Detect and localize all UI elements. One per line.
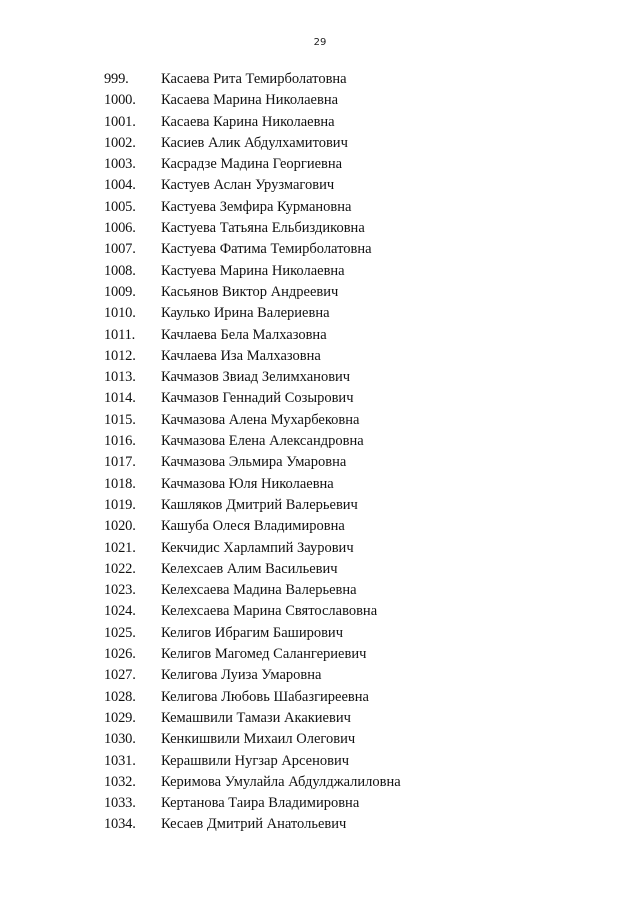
- entry-name: Каулько Ирина Валериевна: [161, 305, 330, 322]
- entry-number: 1009.: [104, 283, 136, 300]
- entry-name: Касаева Марина Николаевна: [161, 92, 339, 109]
- entry-number: 1032.: [104, 773, 136, 790]
- entry-name: Керашвили Нугзар Арсенович: [161, 752, 350, 769]
- page-number: 29: [313, 37, 327, 48]
- list-item: [0, 495, 640, 516]
- entry-number: 1025.: [104, 624, 136, 641]
- entry-name: Касиев Алик Абдулхамитович: [161, 134, 348, 151]
- entry-name: Качмазова Юля Николаевна: [161, 475, 334, 492]
- entry-name: Кекчидис Харлампий Заурович: [161, 539, 354, 556]
- list-item: [0, 729, 640, 750]
- entry-number: 1003.: [104, 156, 136, 173]
- list-item: [0, 708, 640, 729]
- entry-name: Качлаева Иза Малхазовна: [161, 347, 321, 364]
- list-item: [0, 197, 640, 218]
- entry-number: 999.: [104, 71, 129, 87]
- list-item: [0, 751, 640, 772]
- list-item: [0, 665, 640, 686]
- entry-number: 1029.: [104, 709, 136, 726]
- entry-name: Келигов Ибрагим Баширович: [161, 624, 343, 641]
- list-item: [0, 69, 640, 90]
- list-item: [0, 388, 640, 409]
- entry-name: Касрадзе Мадина Георгиевна: [161, 156, 343, 173]
- list-item: [0, 772, 640, 793]
- entry-number: 1019.: [104, 496, 136, 513]
- entry-name: Кенкишвили Михаил Олегович: [161, 731, 356, 748]
- entry-number: 1014.: [104, 390, 136, 407]
- entry-number: 1027.: [104, 667, 136, 684]
- entry-name: Кесаев Дмитрий Анатольевич: [161, 816, 347, 833]
- list-item: [0, 623, 640, 644]
- entry-name: Кашуба Олеся Владимировна: [161, 518, 345, 535]
- name-list: [0, 69, 640, 836]
- entry-name: Качлаева Бела Малхазовна: [161, 326, 327, 343]
- list-item: [0, 175, 640, 196]
- list-item: [0, 154, 640, 175]
- list-item: [0, 90, 640, 111]
- entry-name: Качмазова Эльмира Умаровна: [161, 454, 347, 471]
- list-item: [0, 793, 640, 814]
- entry-number: 1034.: [104, 816, 136, 833]
- entry-name: Кастуева Земфира Курмановна: [161, 198, 352, 215]
- entry-number: 1017.: [104, 454, 136, 471]
- list-item: [0, 559, 640, 580]
- list-item: [0, 218, 640, 239]
- entry-number: 1018.: [104, 475, 136, 492]
- entry-name: Келехсаев Алим Васильевич: [161, 560, 338, 577]
- entry-number: 1021.: [104, 539, 136, 556]
- list-item: [0, 516, 640, 537]
- entry-number: 1008.: [104, 262, 136, 279]
- list-item: [0, 431, 640, 452]
- entry-number: 1013.: [104, 369, 136, 386]
- entry-name: Келигов Магомед Салангериевич: [161, 646, 367, 663]
- entry-name: Кемашвили Тамази Акакиевич: [161, 709, 351, 726]
- list-item: [0, 814, 640, 835]
- list-item: [0, 303, 640, 324]
- entry-name: Келехсаева Мадина Валерьевна: [161, 582, 357, 599]
- entry-name: Качмазова Елена Александровна: [161, 433, 364, 450]
- entry-number: 1028.: [104, 688, 136, 705]
- entry-number: 1007.: [104, 241, 136, 258]
- entry-name: Касаева Карина Николаевна: [161, 113, 335, 130]
- entry-number: 1011.: [104, 326, 136, 343]
- entry-name: Келигова Любовь Шабазгиреевна: [161, 688, 369, 705]
- entry-name: Керимова Умулайла Абдулджалиловна: [161, 773, 401, 790]
- list-item: [0, 133, 640, 154]
- list-item: [0, 452, 640, 473]
- entry-number: 1001.: [104, 113, 136, 130]
- entry-name: Кастуева Фатима Темирболатовна: [161, 241, 372, 258]
- list-item: [0, 538, 640, 559]
- entry-number: 1024.: [104, 603, 136, 620]
- list-item: [0, 282, 640, 303]
- entry-number: 1026.: [104, 646, 136, 663]
- entry-number: 1000.: [104, 92, 136, 109]
- entry-name: Келигова Луиза Умаровна: [161, 667, 322, 684]
- list-item: [0, 474, 640, 495]
- entry-name: Качмазов Звиад Зелимханович: [161, 369, 351, 386]
- entry-number: 1033.: [104, 795, 136, 812]
- list-item: [0, 261, 640, 282]
- entry-name: Кашляков Дмитрий Валерьевич: [161, 496, 358, 513]
- entry-number: 1012.: [104, 347, 136, 364]
- entry-number: 1030.: [104, 731, 136, 748]
- list-item: [0, 644, 640, 665]
- entry-number: 1005.: [104, 198, 136, 215]
- entry-number: 1010.: [104, 305, 136, 322]
- entry-number: 1015.: [104, 411, 136, 428]
- entry-name: Касьянов Виктор Андреевич: [161, 283, 339, 300]
- entry-number: 1004.: [104, 177, 136, 194]
- list-item: [0, 367, 640, 388]
- list-item: [0, 601, 640, 622]
- entry-number: 1031.: [104, 752, 136, 769]
- entry-name: Кертанова Таира Владимировна: [161, 795, 360, 812]
- list-item: [0, 239, 640, 260]
- entry-name: Кастуева Татьяна Ельбиздиковна: [161, 220, 365, 237]
- entry-number: 1002.: [104, 134, 136, 151]
- entry-number: 1006.: [104, 220, 136, 237]
- entry-name: Келехсаева Марина Святославовна: [161, 603, 378, 620]
- entry-name: Кастуев Аслан Урузмагович: [161, 177, 335, 194]
- entry-number: 1016.: [104, 433, 136, 450]
- entry-number: 1020.: [104, 518, 136, 535]
- entry-number: 1022.: [104, 560, 136, 577]
- entry-number: 1023.: [104, 582, 136, 599]
- list-item: [0, 112, 640, 133]
- list-item: [0, 325, 640, 346]
- list-item: [0, 580, 640, 601]
- entry-name: Кастуева Марина Николаевна: [161, 262, 345, 279]
- list-item: [0, 410, 640, 431]
- entry-name: Касаева Рита Темирболатовна: [161, 71, 347, 87]
- entry-name: Качмазов Геннадий Созырович: [161, 390, 354, 407]
- list-item: [0, 346, 640, 367]
- list-item: [0, 687, 640, 708]
- entry-name: Качмазова Алена Мухарбековна: [161, 411, 360, 428]
